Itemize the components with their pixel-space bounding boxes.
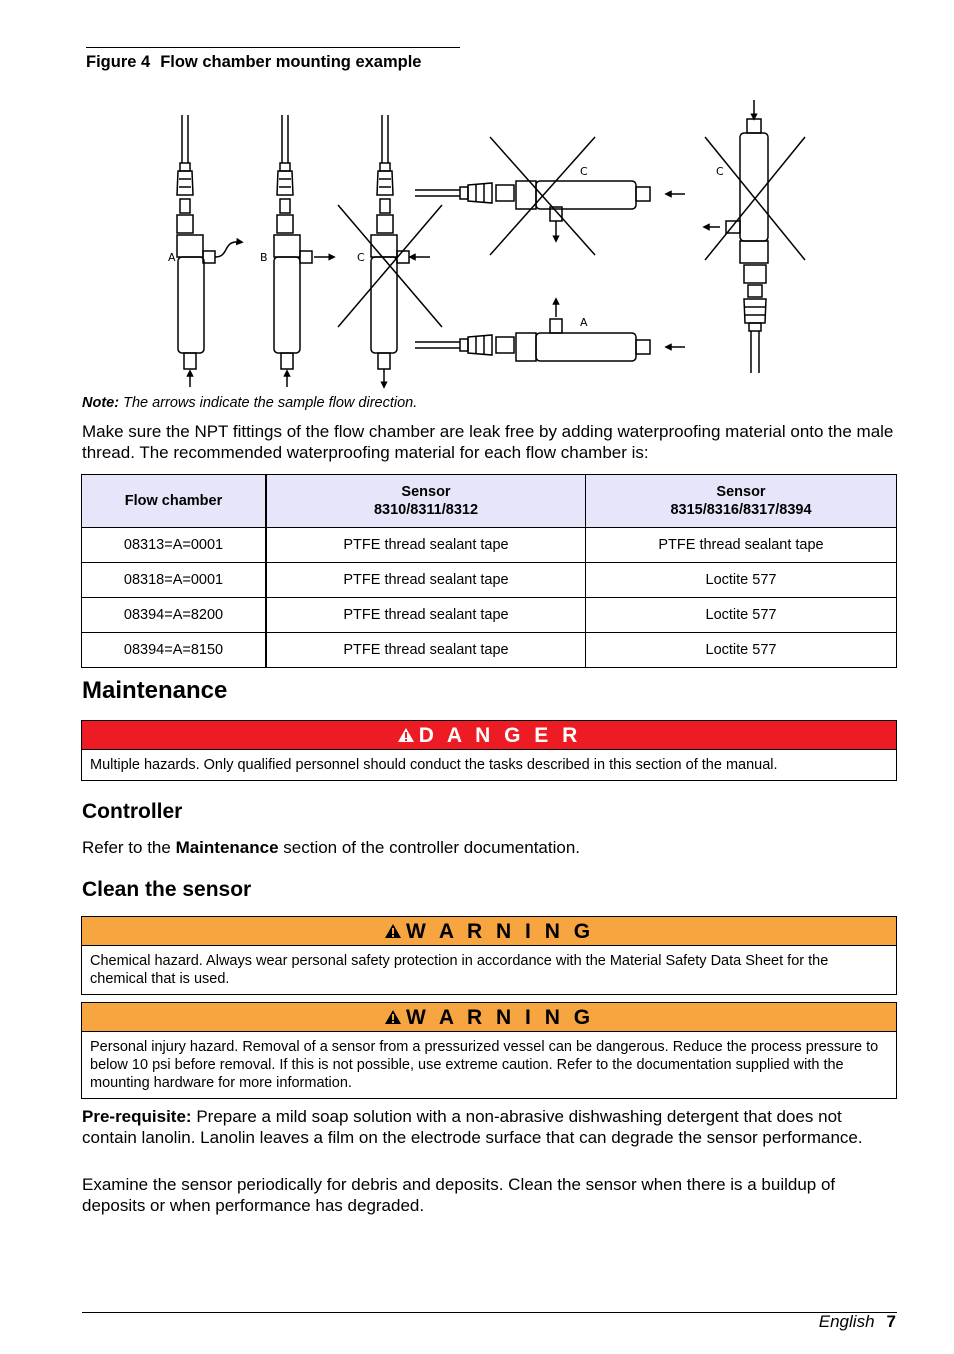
intro-paragraph: Make sure the NPT fittings of the flow chamber are leak free by adding waterproofing material onto the male thread. The recommended waterproofing material for each flow chamber is:: [82, 422, 894, 462]
table-row: [82, 598, 897, 633]
maintenance-heading: Maintenance: [82, 677, 228, 704]
figure-title: Flow chamber mounting example: [160, 53, 422, 71]
figure-caption: [86, 47, 460, 72]
table-cell: PTFE thread sealant tape: [266, 528, 586, 563]
warning-triangle-icon: [397, 727, 415, 743]
warning-header: [82, 1003, 896, 1032]
figure-label-c-horizontal: C: [580, 165, 588, 178]
warning-text: Chemical hazard. Always wear personal safety protection in accordance with the Material Safety Data Sheet for the chemical that is used.: [90, 953, 829, 987]
warning-label: W A R N I N G: [405, 1006, 595, 1029]
inverted-assembly-c-incorrect: [705, 100, 805, 373]
warning-label: W A R N I N G: [405, 920, 595, 943]
figure-number: Figure 4: [86, 53, 151, 71]
table-cell: PTFE thread sealant tape: [266, 598, 586, 633]
figure-label-c: C: [357, 251, 365, 264]
flow-chamber-figure: [160, 95, 820, 390]
prerequisite-text: Prepare a mild soap solution with a non-abrasive dishwashing detergent that does not contain lanolin. Lanolin leaves a film on the electrode surface that can degrade the sensor performance.: [82, 1107, 863, 1147]
table-cell: 08313=A=0001: [82, 528, 267, 563]
table-cell: 08394=A=8200: [82, 598, 267, 633]
table-cell: PTFE thread sealant tape: [266, 633, 586, 668]
figure-label-a-horizontal: A: [580, 316, 588, 329]
prerequisite-label: Pre-requisite:: [82, 1107, 192, 1126]
warning-triangle-icon: [384, 1009, 402, 1025]
warning-text: Personal injury hazard. Removal of a sensor from a pressurized vessel can be dangerous. Reduce the process pressure to below 10 psi before removal. If this is not possible, use extreme caution. Refer to the documentation supplied with the mounting hardware for more information.: [90, 1039, 879, 1091]
warning-header: [82, 917, 896, 946]
table-cell: 08318=A=0001: [82, 563, 267, 598]
table-row: [82, 563, 897, 598]
figure-label-a: A: [168, 251, 176, 264]
table-header-flow-chamber: Flow chamber: [82, 475, 267, 528]
table-cell: Loctite 577: [586, 633, 897, 668]
table-row: [82, 633, 897, 668]
page-footer: [819, 1312, 896, 1332]
warning-box-chemical: [81, 916, 897, 995]
clean-sensor-heading: Clean the sensor: [82, 878, 252, 901]
table-cell: PTFE thread sealant tape: [586, 528, 897, 563]
page-number: 7: [886, 1312, 896, 1331]
figure-label-c-inverted: C: [716, 165, 724, 178]
warning-triangle-icon: [384, 923, 402, 939]
table-cell: Loctite 577: [586, 598, 897, 633]
table-cell: Loctite 577: [586, 563, 897, 598]
horizontal-assembly-c-incorrect: [415, 137, 685, 255]
note-label: Note:: [82, 395, 120, 411]
horizontal-assembly-a: [415, 301, 685, 361]
sensor-assembly-a: [177, 115, 240, 387]
table-cell: PTFE thread sealant tape: [266, 563, 586, 598]
prerequisite-paragraph: [82, 1106, 898, 1148]
examine-paragraph: Examine the sensor periodically for debris and deposits. Clean the sensor when there is a buildup of deposits or when performance has degraded.: [82, 1175, 836, 1215]
footer-language: English: [818, 1312, 875, 1331]
danger-header: [82, 721, 896, 750]
danger-text: Multiple hazards. Only qualified personnel should conduct the tasks described in this section of the manual.: [90, 757, 778, 773]
table-cell: 08394=A=8150: [82, 633, 267, 668]
figure-label-b: B: [260, 251, 268, 264]
sensor-assembly-b: [274, 115, 332, 387]
danger-label: D A N G E R: [418, 724, 582, 747]
controller-heading: Controller: [82, 800, 183, 823]
footer-rule: [82, 1312, 897, 1313]
table-row: [82, 528, 897, 563]
sensor-assembly-c-incorrect: [338, 115, 442, 385]
table-header-sensor-8310: Sensor 8310/8311/8312: [266, 475, 586, 528]
waterproofing-table: [81, 474, 897, 668]
table-header-row: [82, 475, 897, 528]
warning-box-pressure: [81, 1002, 897, 1099]
danger-box: [81, 720, 897, 781]
controller-paragraph: Refer to the Maintenance section of the controller documentation.: [82, 838, 580, 857]
note-text: The arrows indicate the sample flow direction.: [123, 395, 418, 411]
figure-note: [82, 395, 417, 411]
table-header-sensor-8315: Sensor 8315/8316/8317/8394: [586, 475, 897, 528]
